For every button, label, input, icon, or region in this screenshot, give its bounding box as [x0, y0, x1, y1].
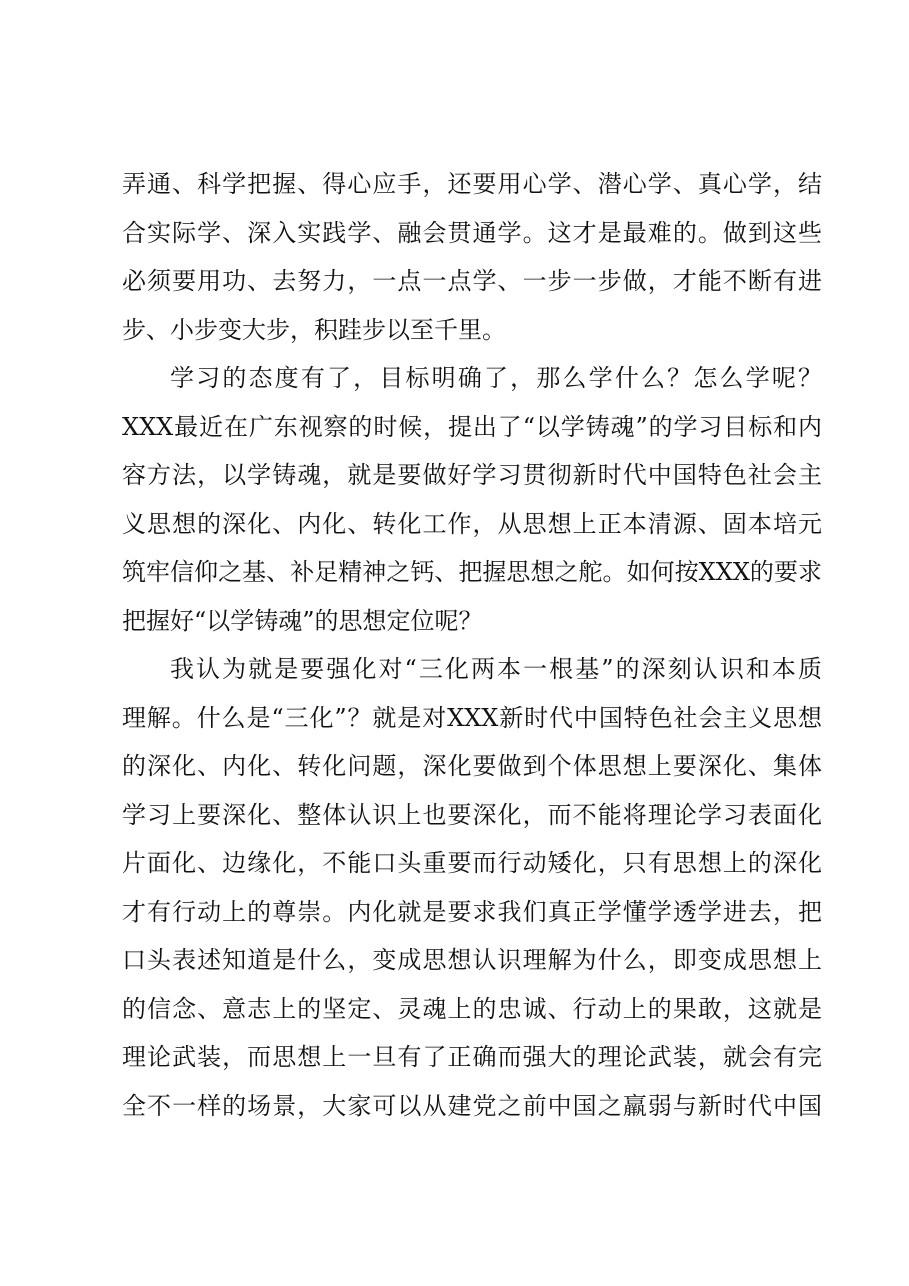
text-line: 片面化、边缘化，不能口头重要而行动矮化，只有思想上的深化	[122, 849, 822, 877]
text-line: 把握好“以学铸魂”的思想定位呢？	[122, 606, 483, 635]
paragraph-3	[122, 645, 822, 1130]
text-line: XXX最近在广东视察的时候，提出了“以学铸魂”的学习目标和内	[122, 412, 822, 441]
text-line: 步、小步变大步，积跬步以至千里。	[122, 315, 506, 344]
text-line: 筑牢信仰之基、补足精神之钙、把握思想之舵。如何按XXX的要求	[122, 558, 822, 586]
paragraph-1	[122, 160, 822, 354]
text-line: 的深化、内化、转化问题，深化要做到个体思想上要深化、集体	[122, 752, 822, 780]
text-line: 必须要用功、去努力，一点一点学、一步一步做，才能不断有进	[122, 267, 822, 295]
text-line: 我认为就是要强化对“三化两本一根基”的深刻认识和本质	[170, 655, 822, 683]
text-line: 口头表述知道是什么，变成思想认识理解为什么，即变成思想上	[122, 946, 822, 974]
text-line: 理解。什么是“三化”？就是对XXX新时代中国特色社会主义思想	[122, 703, 822, 732]
document-body	[122, 160, 822, 1130]
text-line: 容方法，以学铸魂，就是要做好学习贯彻新时代中国特色社会主	[122, 461, 822, 489]
text-line: 全不一样的场景，大家可以从建党之前中国之羸弱与新时代中国	[122, 1091, 822, 1120]
paragraph-2	[122, 354, 822, 645]
text-line: 才有行动上的尊崇。内化就是要求我们真正学懂学透学进去，把	[122, 897, 822, 926]
text-line: 理论武装，而思想上一旦有了正确而强大的理论武装，就会有完	[122, 1043, 822, 1071]
text-line: 弄通、科学把握、得心应手，还要用心学、潜心学、真心学，结	[122, 170, 822, 198]
text-line: 学习的态度有了，目标明确了，那么学什么？怎么学呢？	[170, 364, 822, 392]
text-line: 义思想的深化、内化、转化工作，从思想上正本清源、固本培元	[122, 509, 822, 538]
text-line: 的信念、意志上的坚定、灵魂上的忠诚、行动上的果敢，这就是	[122, 994, 822, 1023]
text-line: 学习上要深化、整体认识上也要深化，而不能将理论学习表面化	[122, 800, 822, 829]
text-line: 合实际学、深入实践学、融会贯通学。这才是最难的。做到这些	[122, 218, 822, 247]
